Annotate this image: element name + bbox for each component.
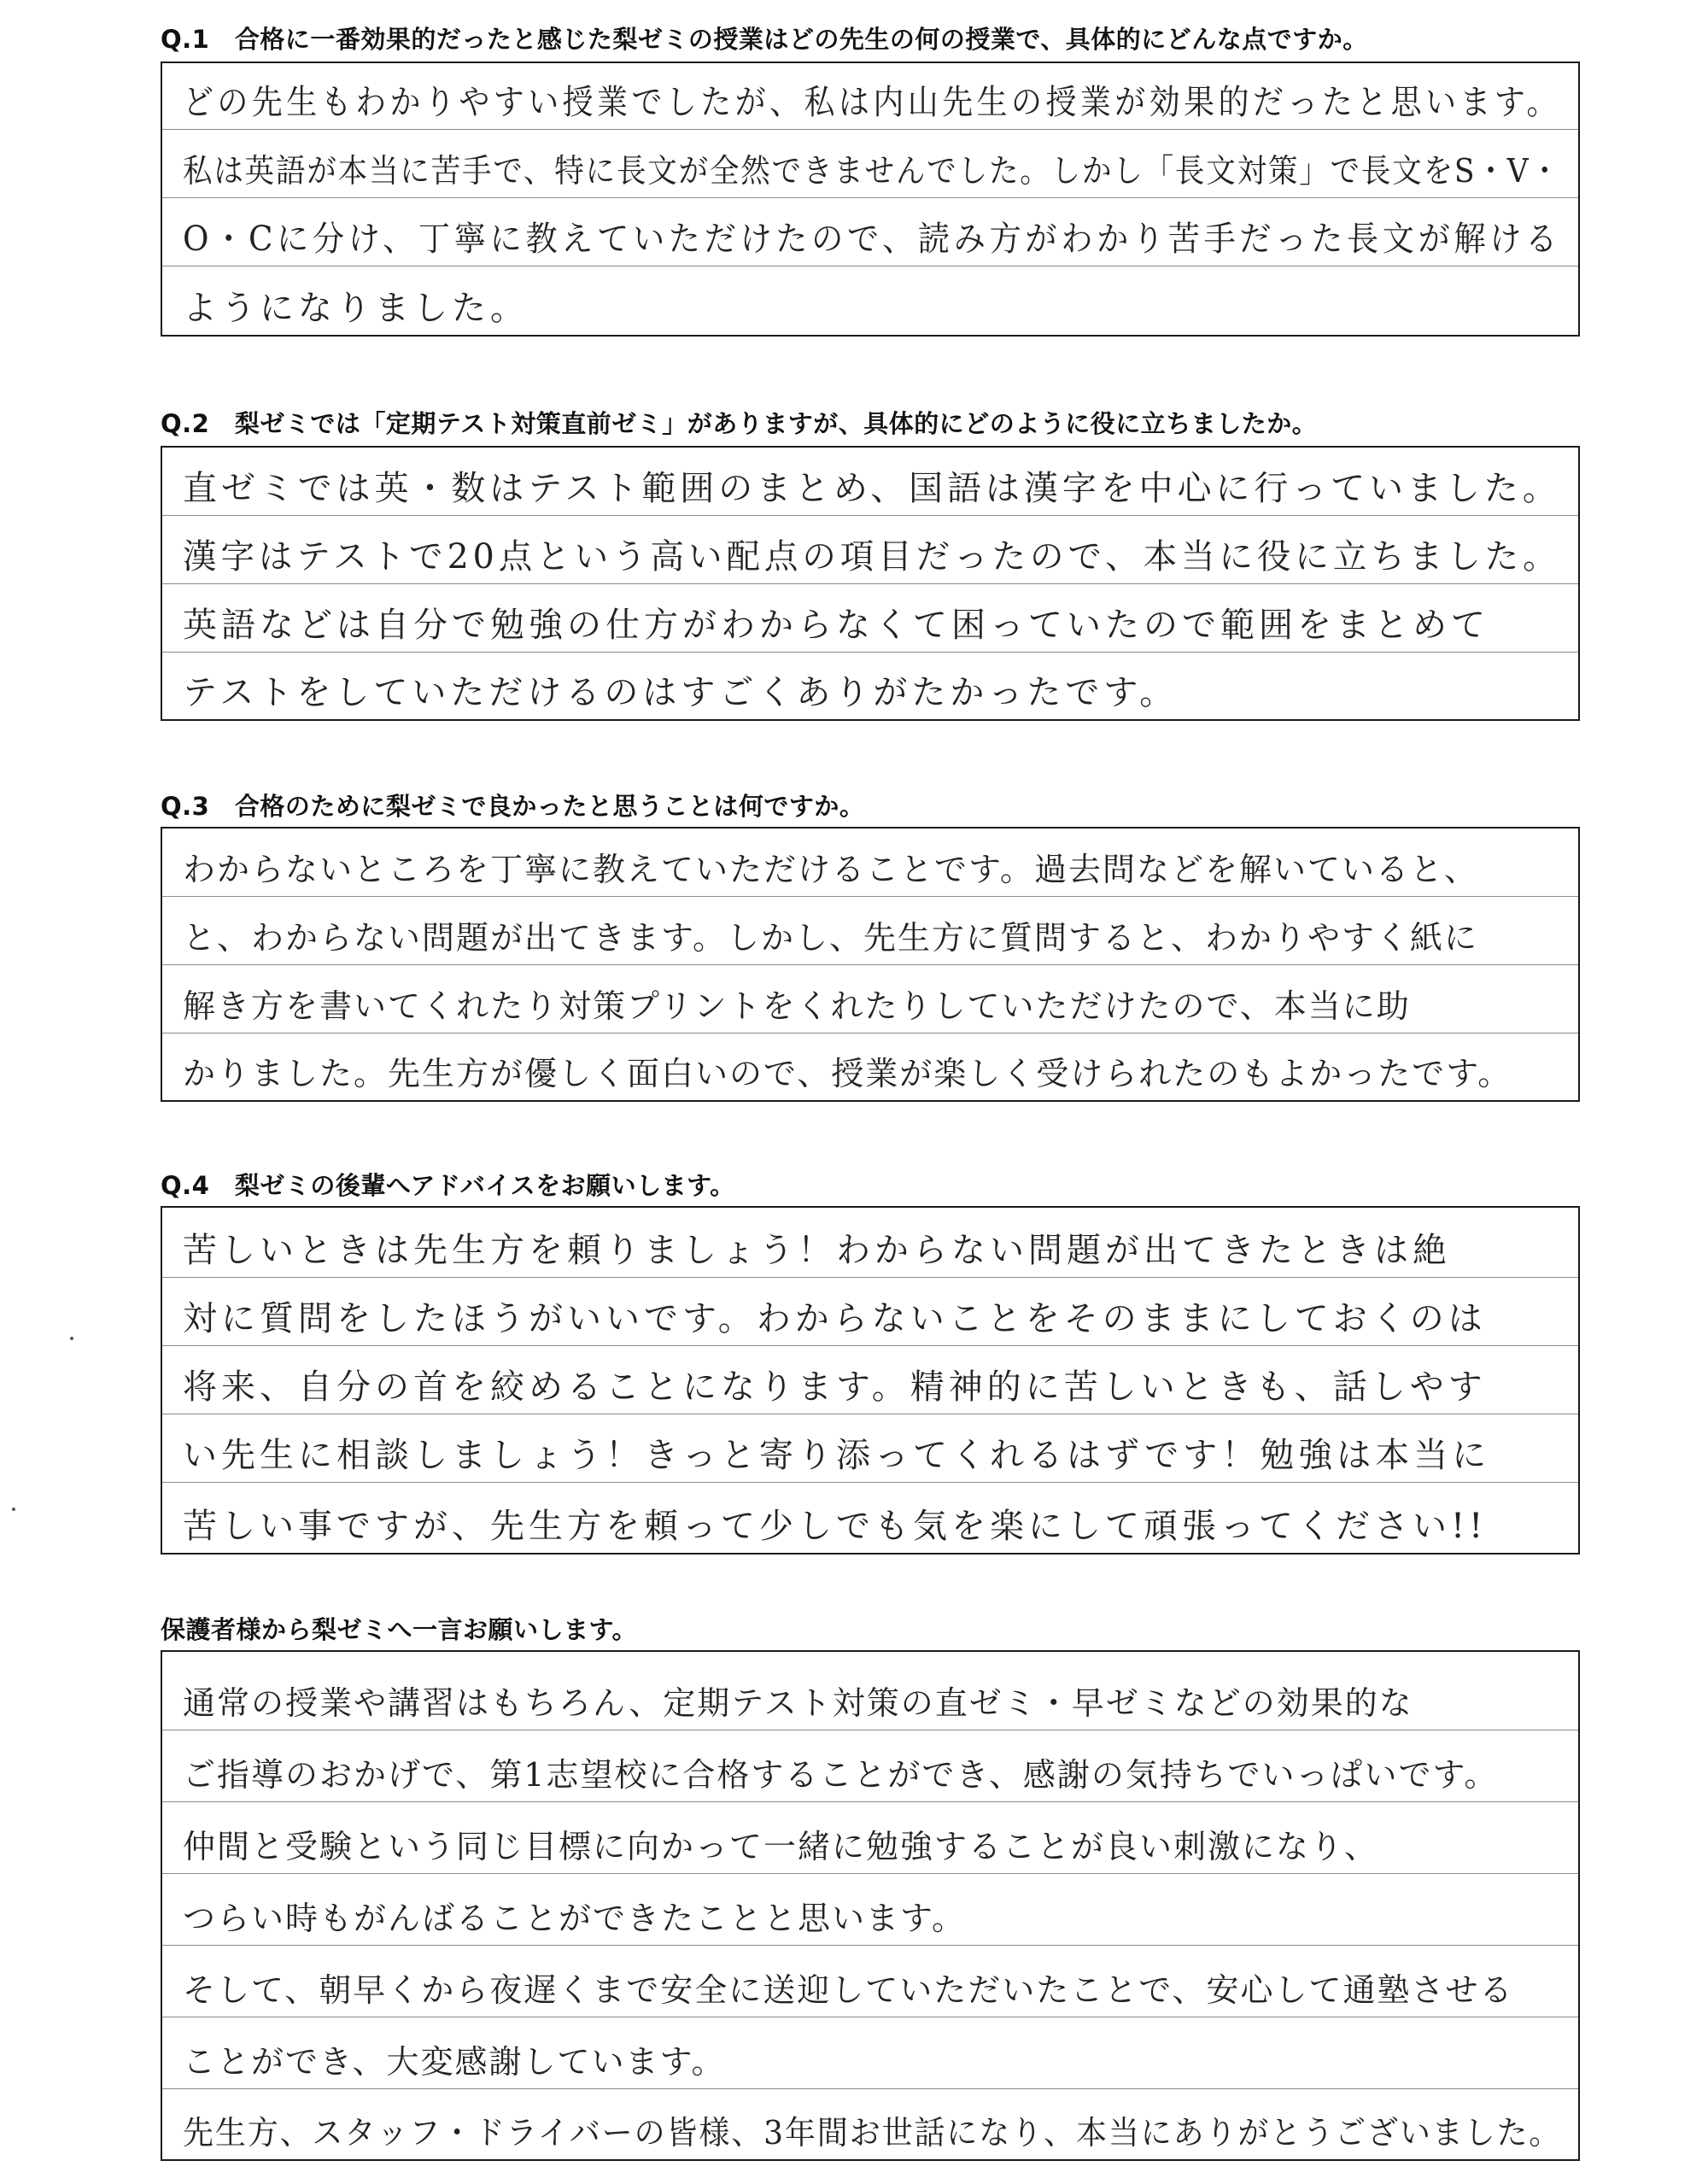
answer-line [162,1033,1578,1100]
scan-speck [70,1337,73,1340]
answer-line [162,63,1578,130]
answer-line [162,1483,1578,1553]
answer-line [162,1652,1578,1730]
answer-line [162,1208,1578,1278]
answer-3-line-4: かりました。先生方が優しく面白いので、授業が楽しく受けられたのもよかったです。 [183,1055,1512,1093]
answer-4-line-4: い先生に相談しましょう！きっと寄り添ってくれるはずです！勉強は本当に [183,1436,1491,1475]
answer-3-line-3: 解き方を書いてくれたり対策プリントをくれたりしていただけたので、本当に助 [183,987,1411,1026]
answer-3-line-1: わからないところを丁寧に教えていただけることです。過去問などを解いていると、 [183,851,1478,889]
answer-line [162,198,1578,266]
answer-line [162,448,1578,516]
answer-1-line-2: 私は英語が本当に苦手で、特に長文が全然できませんでした。しかし「長文対策」で長文をS・V・ [183,152,1561,190]
parent-line-2: ご指導のおかげで、第1志望校に合格することができ、感謝の気持ちでいっぱいです。 [183,1756,1499,1795]
parent-comment-heading: 保護者様から梨ゼミへ一言お願いします。 [161,1615,638,1644]
answer-1-line-1: どの先生もわかりやすい授業でしたが、私は内山先生の授業が効果的だったと思います。 [183,83,1561,122]
answer-line [162,1730,1578,1802]
answer-4-line-5: 苦しい事ですが、先生方を頼って少しでも気を楽にして頑張ってください!! [183,1507,1488,1546]
answer-4-line-1: 苦しいときは先生方を頼りましょう！わからない問題が出てきたときは絶 [183,1231,1451,1270]
answer-2-line-1: 直ゼミでは英・数はテスト範囲のまとめ、国語は漢字を中心に行っていました。 [183,469,1561,508]
answer-2-line-2: 漢字はテストで20点という高い配点の項目だったので、本当に役に立ちました。 [183,537,1561,577]
answer-line [162,266,1578,335]
answer-3-line-2: と、わからない問題が出てきます。しかし、先生方に質問すると、わかりやすく紙に [183,919,1478,957]
answer-line [162,1346,1578,1414]
question-1-heading: Q.1 合格に一番効果的だったと感じた梨ゼミの授業はどの先生の何の授業で、具体的にどんな点ですか。 [161,25,1368,54]
answer-line [162,1946,1578,2017]
answer-2-line-4: テストをしていただけるのはすごくありがたかったです。 [183,673,1179,712]
scan-speck [12,1508,15,1511]
question-2-heading: Q.2 梨ゼミでは「定期テスト対策直前ゼミ」がありますが、具体的にどのように役に立ちましたか。 [161,409,1318,438]
answer-line [162,130,1578,198]
parent-line-7: 先生方、スタッフ・ドライバーの皆様、3年間お世話になり、本当にありがとうございました。 [183,2114,1562,2152]
answer-2-box [161,446,1580,721]
parent-line-3: 仲間と受験という同じ目標に向かって一緒に勉強することが良い刺激になり、 [183,1828,1379,1866]
parent-comment-box [161,1650,1580,2161]
answer-line [162,516,1578,584]
answer-1-box [161,61,1580,337]
answer-1-line-3: O・Cに分け、丁寧に教えていただけたので、読み方がわかり苦手だった長文が解ける [183,220,1561,259]
answer-line [162,1802,1578,1874]
answer-line [162,1414,1578,1483]
parent-line-4: つらい時もがんばることができたことと思います。 [183,1900,966,1938]
parent-line-6: ことができ、大変感謝しています。 [183,2043,726,2082]
answer-line [162,965,1578,1033]
answer-line [162,1874,1578,1946]
answer-4-line-2: 対に質問をしたほうがいいです。わからないことをそのままにしておくのは [183,1299,1487,1338]
answer-line [162,2089,1578,2159]
question-4-heading: Q.4 梨ゼミの後輩へアドバイスをお願いします。 [161,1171,735,1200]
answer-4-line-3: 将来、自分の首を絞めることになります。精神的に苦しいときも、話しやす [183,1367,1487,1407]
answer-line [162,584,1578,653]
answer-line [162,2017,1578,2089]
answer-line [162,897,1578,965]
answer-line [162,653,1578,719]
answer-4-box [161,1206,1580,1555]
answer-3-box [161,827,1580,1102]
question-3-heading: Q.3 合格のために梨ゼミで良かったと思うことは何ですか。 [161,792,865,821]
answer-2-line-3: 英語などは自分で勉強の仕方がわからなくて困っていたので範囲をまとめて [183,606,1489,645]
parent-line-5: そして、朝早くから夜遅くまで安全に送迎していただいたことで、安心して通塾させる [183,1971,1514,2010]
answer-line [162,1278,1578,1346]
parent-line-1: 通常の授業や講習はもちろん、定期テスト対策の直ゼミ・早ゼミなどの効果的な [183,1684,1413,1723]
answer-line [162,829,1578,897]
answer-1-line-4: ようになりました。 [183,289,529,328]
